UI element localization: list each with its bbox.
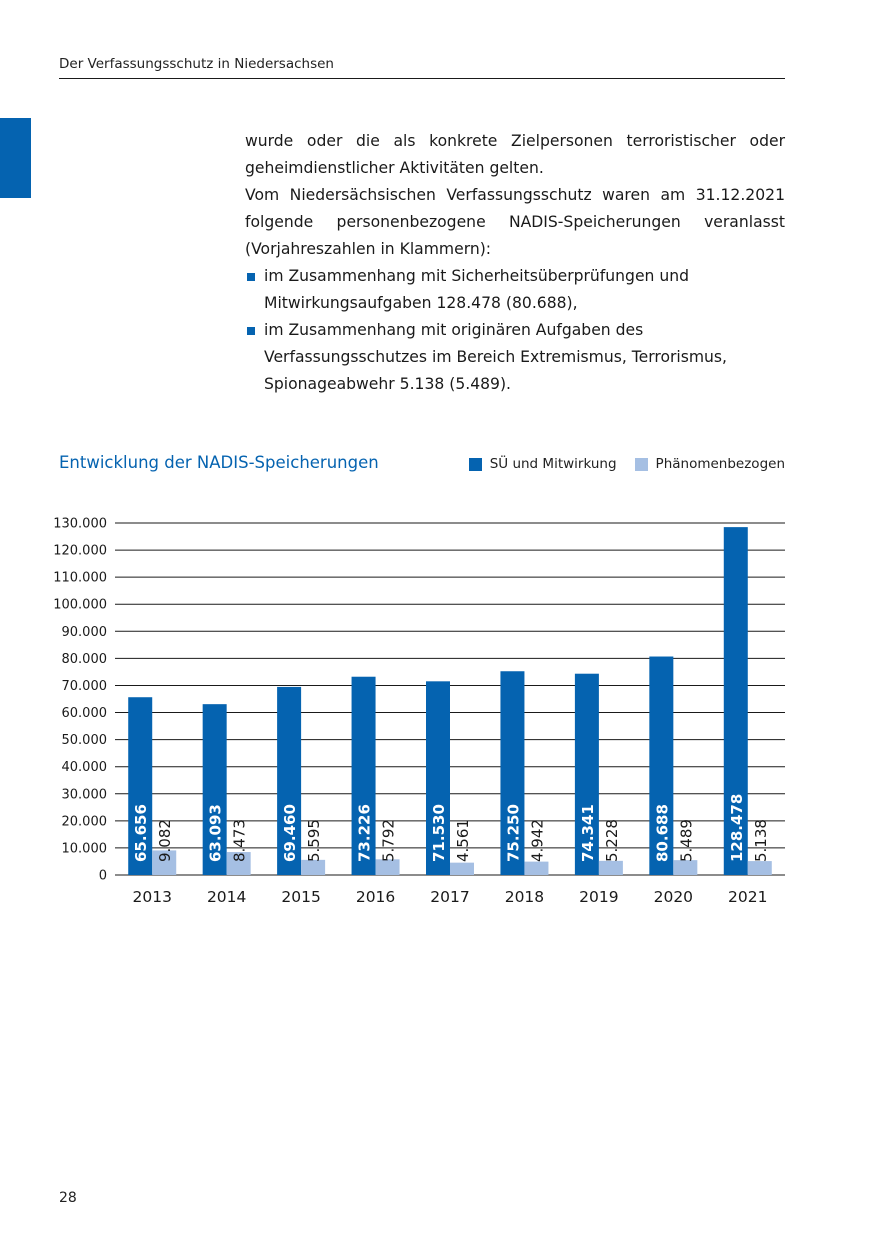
data-label: 9.082 xyxy=(156,819,175,862)
bar-phaenomenbezogen xyxy=(524,862,548,875)
data-label: 80.688 xyxy=(653,804,672,862)
y-tick-label: 130.000 xyxy=(53,516,107,532)
legend-label-series-2: Phänomenbezogen xyxy=(655,456,785,472)
paragraph-1: wurde oder die als konkrete Zielpersonen terroristischer oder geheimdienstlicher Aktivitäten gelten. xyxy=(245,132,785,177)
data-label: 5.138 xyxy=(751,819,770,862)
data-label: 5.595 xyxy=(305,819,324,862)
bar-phaenomenbezogen xyxy=(748,861,772,875)
x-tick-label: 2018 xyxy=(504,888,545,906)
chart-title: Entwicklung der NADIS-Speicherungen xyxy=(59,453,379,472)
x-tick-label: 2014 xyxy=(206,888,247,906)
y-tick-label: 10.000 xyxy=(61,841,107,857)
data-label: 74.341 xyxy=(578,804,597,862)
data-label: 5.228 xyxy=(602,819,621,862)
x-tick-label: 2021 xyxy=(728,888,768,906)
data-label: 128.478 xyxy=(727,793,746,862)
data-label: 5.792 xyxy=(379,819,398,862)
running-header: Der Verfassungsschutz in Niedersachsen xyxy=(59,56,334,72)
legend-label-series-1: SÜ und Mitwirkung xyxy=(489,456,617,472)
x-tick-label: 2015 xyxy=(281,888,321,906)
x-tick-label: 2017 xyxy=(430,888,470,906)
bar-phaenomenbezogen xyxy=(450,863,474,875)
data-label: 5.489 xyxy=(677,819,696,862)
list-item-text: im Zusammenhang mit originären Aufgaben des Verfassungsschutzes im Bereich Extremismus, Terrorismus, Spionageabwehr 5.138 (5.489). xyxy=(264,321,728,393)
data-label: 8.473 xyxy=(230,819,249,862)
data-label: 69.460 xyxy=(281,804,300,862)
data-label: 4.561 xyxy=(454,819,472,862)
y-tick-label: 120.000 xyxy=(53,543,107,559)
x-tick-label: 2016 xyxy=(355,888,396,906)
data-label: 71.530 xyxy=(430,804,448,862)
y-tick-label: 40.000 xyxy=(61,760,107,776)
y-tick-label: 50.000 xyxy=(61,733,107,749)
y-tick-label: 90.000 xyxy=(61,624,107,640)
x-tick-label: 2013 xyxy=(132,888,172,906)
data-label: 73.226 xyxy=(355,804,374,862)
data-label: 63.093 xyxy=(206,804,225,862)
y-tick-label: 60.000 xyxy=(61,706,107,722)
y-tick-label: 30.000 xyxy=(61,787,107,803)
y-tick-label: 0 xyxy=(98,868,107,884)
y-tick-label: 20.000 xyxy=(61,814,107,830)
y-tick-label: 100.000 xyxy=(53,597,107,613)
y-tick-label: 110.000 xyxy=(53,570,107,586)
x-tick-label: 2019 xyxy=(579,888,619,906)
data-label: 65.656 xyxy=(132,804,151,862)
y-tick-label: 70.000 xyxy=(61,678,107,694)
paragraph-2: Vom Niedersächsischen Verfassungsschutz waren am 31.12.2021 folgende personenbezogene NADIS-Speicherungen veranlasst (Vorjahreszahlen in Klammern): xyxy=(245,186,785,258)
data-label: 75.250 xyxy=(504,804,523,862)
list-item-text: im Zusammenhang mit Sicherheitsüberprüfungen und Mitwirkungsaufgaben 128.478 (80.688), xyxy=(264,267,690,312)
data-label: 4.942 xyxy=(528,819,547,862)
y-tick-label: 80.000 xyxy=(61,651,107,667)
x-tick-label: 2020 xyxy=(653,888,694,906)
page-number: 28 xyxy=(59,1190,77,1206)
